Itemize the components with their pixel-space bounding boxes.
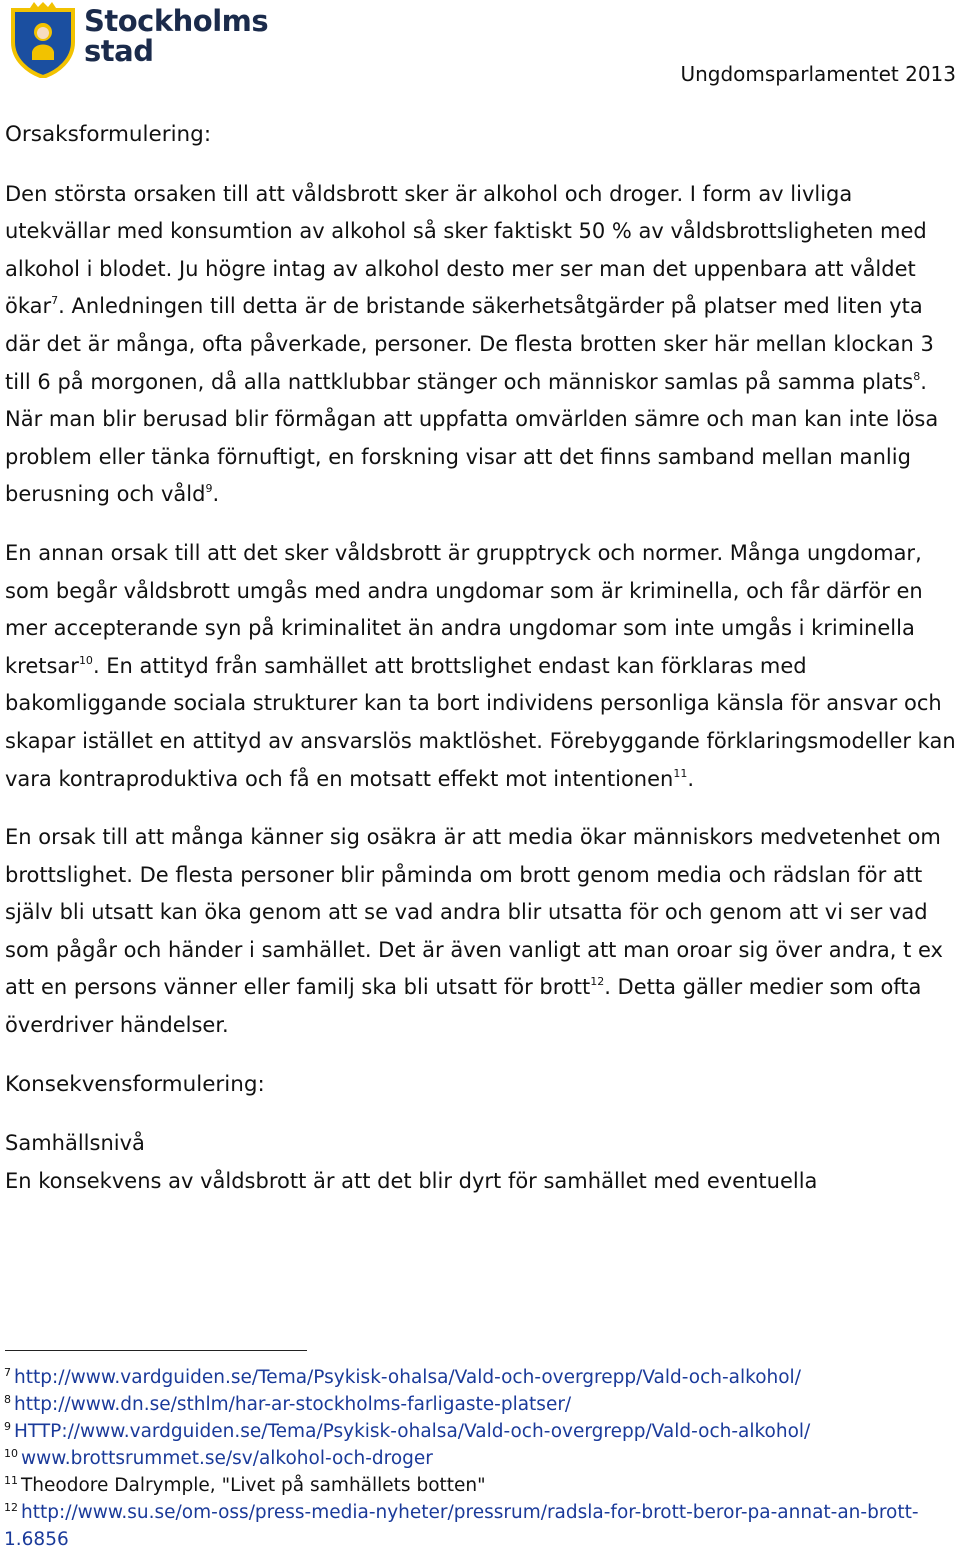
footnote-8	[4, 1391, 956, 1418]
document-header-title: Ungdomsparlamentet 2013	[680, 62, 956, 86]
paragraph-1-text-a: Den största orsaken till att våldsbrott sker är alkohol och droger. I form av livliga utekvällar med konsumtion av alkohol så sker faktiskt 50 % av våldsbrottsligheten med alkohol i blodet. Ju högre intag av alkohol desto mer ser man det uppenbara att våldet ökar	[5, 181, 927, 319]
footnote-ref-11[interactable]: 11	[673, 766, 688, 780]
footnote-link[interactable]: http://www.su.se/om-oss/press-media-nyheter/pressrum/radsla-for-brott-beror-pa-annat-an-brott-1.6856	[4, 1502, 919, 1550]
footnote-link[interactable]: www.brottsrummet.se/sv/alkohol-och-droger	[21, 1448, 433, 1469]
stockholms-stad-logo	[10, 2, 269, 78]
footnote-link[interactable]: HTTP://www.vardguiden.se/Tema/Psykisk-ohalsa/Vald-och-overgrepp/Vald-och-alkohol/	[14, 1421, 811, 1442]
footnote-number: 12	[4, 1501, 18, 1514]
footnote-number: 10	[4, 1447, 18, 1460]
document-body	[5, 116, 957, 1200]
paragraph-4: En konsekvens av våldsbrott är att det blir dyrt för samhället med eventuella	[5, 1168, 818, 1193]
paragraph-1-text-d: .	[212, 482, 220, 507]
section-heading-orsak: Orsaksformulering:	[5, 122, 212, 147]
footnote-link[interactable]: http://www.vardguiden.se/Tema/Psykisk-ohalsa/Vald-och-overgrepp/Vald-och-alkohol/	[14, 1367, 801, 1388]
page-header	[0, 0, 960, 100]
city-crest-icon	[10, 2, 76, 78]
footnote-12	[4, 1499, 956, 1553]
footnote-ref-7[interactable]: 7	[51, 294, 59, 308]
paragraph-1-text-c: . När man blir berusad blir förmågan att uppfatta omvärlden sämre och man kan inte lösa problem eller tänka förnuftigt, en forskning visar att det finns samband mellan manlig berusning och våld	[5, 369, 939, 507]
footnote-11	[4, 1472, 956, 1499]
subheading-samhallsniva: Samhällsnivå	[5, 1131, 145, 1156]
paragraph-1-text-b: . Anledningen till detta är de bristande säkerhetsåtgärder på platser med liten yta där det är många, ofta påverkade, personer. De flesta brotten sker här mellan klockan 3 till 6 på morgonen, då alla nattklubbar stänger och människor samlas på samma plats	[5, 294, 934, 394]
footnote-9	[4, 1418, 956, 1445]
paragraph-2-text-b: . En attityd från samhället att brottslighet endast kan förklaras med bakomliggande sociala strukturer kan ta bort individens personliga känsla för ansvar och skapar istället en attityd av ansvarslös maktlöshet. Förebyggande förklaringsmodeller kan vara kontraproduktiva och få en motsatt effekt mot intentionen	[5, 653, 956, 791]
footnote-ref-8[interactable]: 8	[913, 369, 921, 383]
paragraph-3	[5, 819, 957, 1045]
paragraph-2-text-c: .	[687, 766, 695, 791]
footnote-ref-9[interactable]: 9	[205, 482, 213, 496]
paragraph-2-text-a: En annan orsak till att det sker våldsbrott är grupptryck och normer. Många ungdomar, som begår våldsbrott umgås med andra ungdomar som är kriminella, och får därför en mer accepterande syn på kriminalitet än andra ungdomar som inte umgås i kriminella kretsar	[5, 540, 923, 678]
logo-line-1: Stockholms	[84, 4, 269, 38]
section-heading-konsekvens: Konsekvensformulering:	[5, 1071, 265, 1097]
footnote-ref-10[interactable]: 10	[78, 653, 93, 667]
footnote-ref-12[interactable]: 12	[590, 975, 605, 989]
footnote-citation: Theodore Dalrymple, "Livet på samhällets botten"	[21, 1475, 486, 1496]
paragraph-3-text-a: En orsak till att många känner sig osäkra är att media ökar människors medvetenhet om brottslighet. De flesta personer blir påminda om brott genom media och rädslan för att själv bli utsatt kan öka genom att se vad andra blir utsatta för och genom att vi ser vad som pågår och händer i samhället. Det är även vanligt att man oroar sig över andra, t ex att en persons vänner eller familj ska bli utsatt för brott	[5, 825, 943, 1000]
footnote-number: 11	[4, 1474, 18, 1487]
paragraph-2	[5, 535, 957, 798]
footnote-link[interactable]: http://www.dn.se/sthlm/har-ar-stockholms-farligaste-platser/	[14, 1394, 572, 1415]
logo-line-2: stad	[84, 34, 154, 68]
logo-text	[84, 6, 268, 66]
footnote-number: 8	[4, 1393, 11, 1406]
paragraph-1	[5, 176, 957, 514]
footnote-10	[4, 1445, 956, 1472]
paragraph-3-text-b: . Detta gäller medier som ofta överdriver händelser.	[5, 975, 922, 1038]
footnote-number: 7	[4, 1366, 11, 1379]
footnote-7	[4, 1364, 956, 1391]
footnote-number: 9	[4, 1420, 11, 1433]
footnotes-list	[4, 1364, 956, 1553]
footnote-divider	[5, 1350, 307, 1351]
